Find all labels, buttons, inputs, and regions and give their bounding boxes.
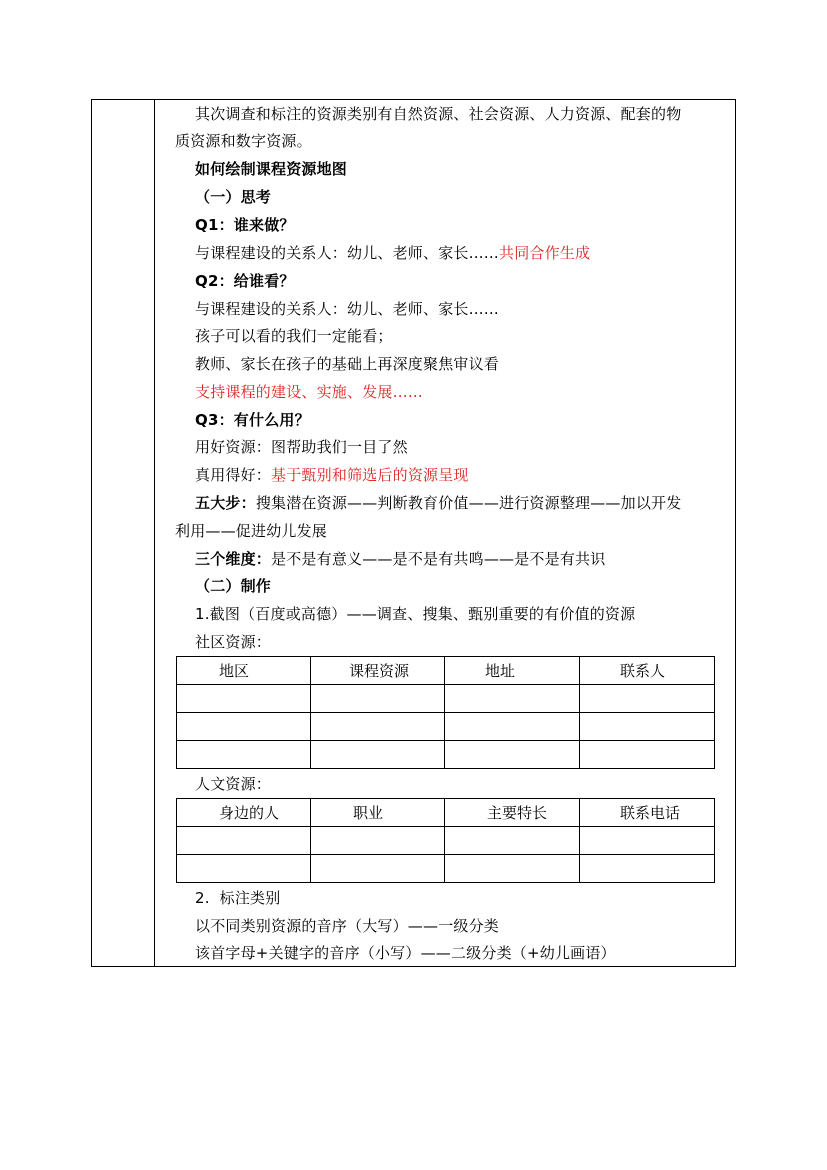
humanities-label: 人文资源： bbox=[195, 775, 272, 793]
intro-line-2: 质资源和数字资源。 bbox=[175, 132, 312, 150]
table-cell[interactable] bbox=[311, 827, 445, 855]
five-steps-text: 搜集潜在资源——判断教育价值——进行资源整理——加以开发 bbox=[255, 494, 682, 512]
table-cell[interactable] bbox=[177, 827, 311, 855]
three-dimensions bbox=[195, 549, 605, 569]
five-steps bbox=[195, 493, 681, 513]
table-cell[interactable] bbox=[580, 741, 715, 769]
q2-line-2: 孩子可以看的我们一定能看； bbox=[195, 327, 393, 345]
header-address: 地址 bbox=[485, 661, 516, 680]
table-cell[interactable] bbox=[580, 827, 715, 855]
make-step-1: 1.截图（百度或高德）——调查、搜集、甄别重要的有价值的资源 bbox=[195, 605, 636, 623]
five-steps-label: 五大步： bbox=[195, 494, 256, 512]
table-cell[interactable] bbox=[177, 855, 311, 883]
table-header-row bbox=[177, 799, 715, 827]
header-cell bbox=[445, 657, 580, 685]
header-phone: 联系电话 bbox=[620, 803, 681, 822]
header-cell bbox=[311, 657, 445, 685]
q3-question: Q3：有什么用？ bbox=[195, 411, 310, 429]
q1-answer-highlight: 共同合作生成 bbox=[499, 244, 591, 262]
q1-answer bbox=[195, 243, 590, 263]
community-resources-table bbox=[176, 656, 715, 769]
table-cell[interactable] bbox=[445, 713, 580, 741]
table-cell[interactable] bbox=[177, 685, 311, 713]
header-cell bbox=[580, 657, 715, 685]
make-step-2: 2. 标注类别 bbox=[195, 889, 281, 907]
table-cell[interactable] bbox=[445, 827, 580, 855]
table-cell[interactable] bbox=[580, 685, 715, 713]
five-steps-continuation: 利用——促进幼儿发展 bbox=[175, 522, 328, 540]
q3-line-1: 用好资源：图帮助我们一目了然 bbox=[195, 438, 408, 456]
q3-line-2-highlight: 基于甄别和筛选后的资源呈现 bbox=[271, 466, 469, 484]
q1-answer-text: 与课程建设的关系人：幼儿、老师、家长…… bbox=[195, 244, 500, 262]
humanities-resources-table bbox=[176, 798, 715, 883]
think-heading: （一）思考 bbox=[195, 188, 272, 206]
header-cell bbox=[580, 799, 715, 827]
header-cell bbox=[445, 799, 580, 827]
table-cell[interactable] bbox=[445, 741, 580, 769]
community-label: 社区资源： bbox=[195, 633, 272, 651]
table-header-row bbox=[177, 657, 715, 685]
header-people-around: 身边的人 bbox=[219, 803, 280, 822]
table-cell[interactable] bbox=[445, 855, 580, 883]
header-cell bbox=[311, 799, 445, 827]
table-cell[interactable] bbox=[311, 855, 445, 883]
table-row bbox=[177, 855, 715, 883]
make-heading: （二）制作 bbox=[195, 577, 272, 595]
table-cell[interactable] bbox=[580, 855, 715, 883]
three-dimensions-text: 是不是有意义——是不是有共鸣——是不是有共识 bbox=[271, 550, 606, 568]
table-cell[interactable] bbox=[177, 741, 311, 769]
table-cell[interactable] bbox=[311, 713, 445, 741]
q3-line-2-text: 真用得好： bbox=[195, 466, 272, 484]
q2-question: Q2：给谁看？ bbox=[195, 272, 295, 290]
section-title: 如何绘制课程资源地图 bbox=[195, 160, 348, 178]
header-course-resources: 课程资源 bbox=[349, 661, 410, 680]
three-dimensions-label: 三个维度： bbox=[195, 550, 272, 568]
header-region: 地区 bbox=[219, 661, 250, 680]
table-cell[interactable] bbox=[177, 713, 311, 741]
table-cell[interactable] bbox=[311, 741, 445, 769]
table-cell[interactable] bbox=[445, 685, 580, 713]
q2-highlight: 支持课程的建设、实施、发展…… bbox=[195, 383, 424, 401]
table-row bbox=[177, 827, 715, 855]
table-cell[interactable] bbox=[580, 713, 715, 741]
table-cell[interactable] bbox=[311, 685, 445, 713]
table-row bbox=[177, 741, 715, 769]
table-row bbox=[177, 685, 715, 713]
table-row bbox=[177, 713, 715, 741]
step-2-line-1: 以不同类别资源的音序（大写）——一级分类 bbox=[195, 917, 500, 935]
header-main-skills: 主要特长 bbox=[487, 803, 548, 822]
header-occupation: 职业 bbox=[353, 803, 384, 822]
step-2-line-2: 该首字母+关键字的音序（小写）——二级分类（+幼儿画语） bbox=[195, 944, 616, 962]
q2-line-3: 教师、家长在孩子的基础上再深度聚焦审议看 bbox=[195, 355, 500, 373]
q3-line-2 bbox=[195, 465, 469, 485]
intro-line-1: 其次调查和标注的资源类别有自然资源、社会资源、人力资源、配套的物 bbox=[195, 105, 682, 123]
header-cell bbox=[177, 657, 311, 685]
q1-question: Q1：谁来做？ bbox=[195, 216, 295, 234]
q2-line-1: 与课程建设的关系人：幼儿、老师、家长…… bbox=[195, 300, 500, 318]
header-contact: 联系人 bbox=[620, 661, 666, 680]
column-divider bbox=[154, 100, 155, 966]
header-cell bbox=[177, 799, 311, 827]
